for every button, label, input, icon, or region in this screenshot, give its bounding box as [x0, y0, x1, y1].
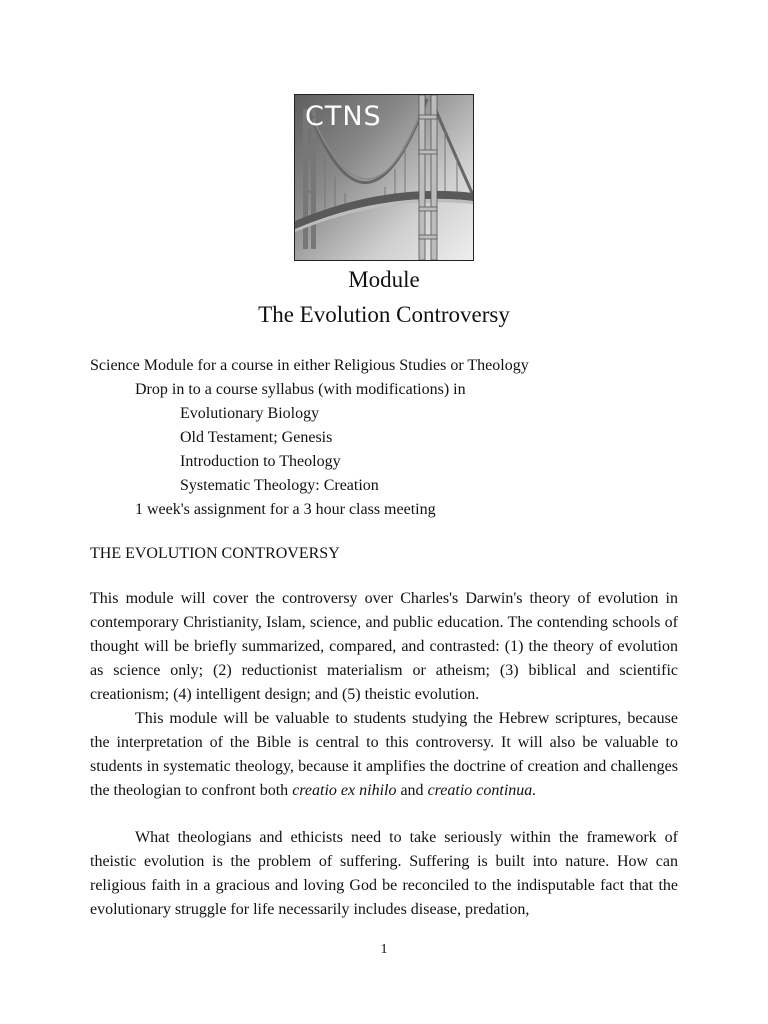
- ctns-logo: [294, 94, 474, 261]
- latin-term-2: creatio continua.: [427, 782, 537, 799]
- course-item: Old Testament; Genesis: [180, 429, 333, 446]
- course-item: Evolutionary Biology: [180, 405, 320, 422]
- paragraph-2-text: This module will be valuable to students studying the Hebrew scriptures, because the interpretation of the Bible is central to this controversy. It will also be valuable to students in systematic theology, because it amplifies the doctrine of creation and challenges the theologian to confront both: [90, 710, 678, 799]
- section-heading: THE EVOLUTION CONTROVERSY: [90, 545, 340, 562]
- module-title: Module: [348, 267, 420, 292]
- course-item: Systematic Theology: Creation: [180, 477, 379, 494]
- page-number: 1: [380, 942, 388, 957]
- outline-line-2: Drop in to a course syllabus (with modifications) in: [135, 381, 466, 398]
- course-item: Introduction to Theology: [180, 453, 341, 470]
- logo-text: CTNS: [305, 101, 382, 132]
- outline-line-1: Science Module for a course in either Religious Studies or Theology: [90, 357, 529, 374]
- latin-term-1: creatio ex nihilo: [292, 782, 397, 799]
- paragraph-3: What theologians and ethicists need to take seriously within the framework of theistic evolution is the problem of suffering. Suffering is built into nature. How can religious faith in a gracious and loving God be reconciled to the indisputable fact that the evolutionary struggle for life necessarily includes disease, predation,: [90, 829, 678, 918]
- paragraph-1: This module will cover the controversy over Charles's Darwin's theory of evolution in contemporary Christianity, Islam, science, and public education. The contending schools of thought will be briefly summarized, compared, and contrasted: (1) the theory of evolution as science only; (2) reductionist materialism or atheism; (3) biblical and scientific creationism; (4) intelligent design; and (5) theistic evolution.: [90, 590, 678, 703]
- paragraph-2: [90, 707, 678, 803]
- conjunction: and: [396, 782, 428, 799]
- module-subtitle: The Evolution Controversy: [258, 302, 510, 327]
- assignment-line: 1 week's assignment for a 3 hour class meeting: [135, 501, 436, 518]
